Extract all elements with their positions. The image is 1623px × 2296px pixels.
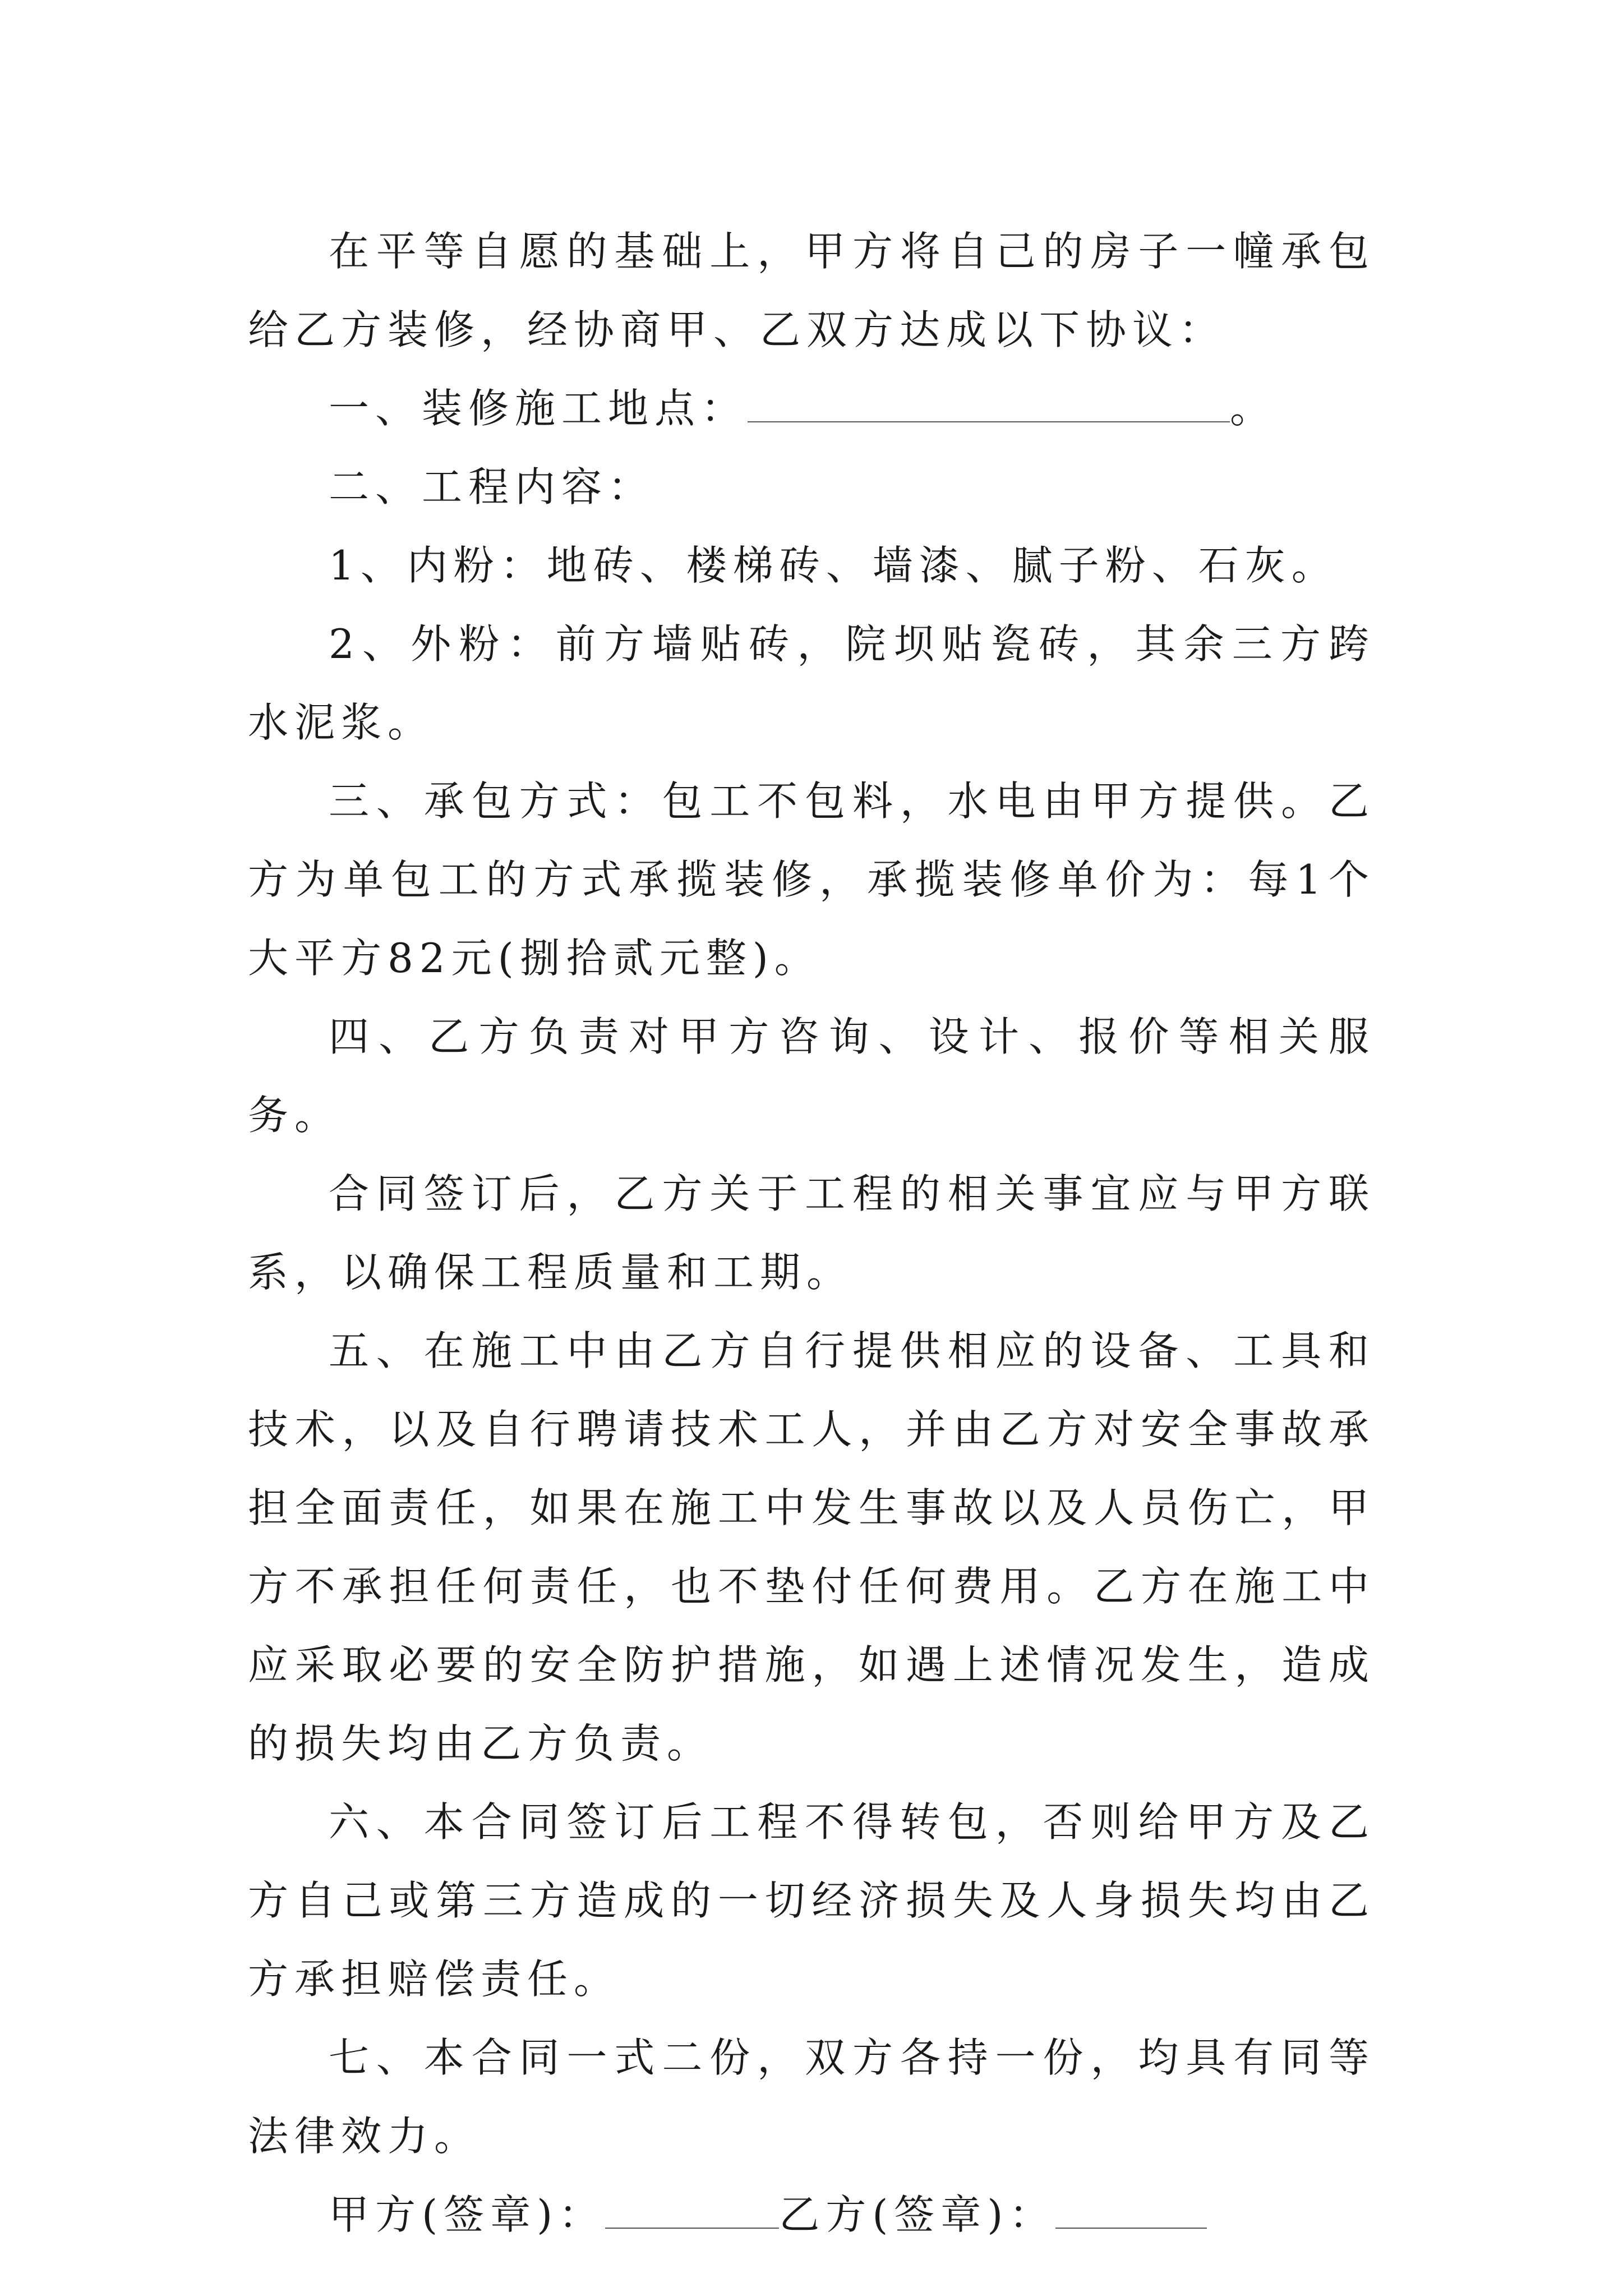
clause-services: 四、乙方负责对甲方咨询、设计、报价等相关服务。 — [248, 1013, 1375, 1139]
clause-contract-method: 三、承包方式：包工不包料，水电由甲方提供。乙方为单包工的方式承揽装修，承揽装修单价为：每1个大平方82元(捌拾贰元整)。 — [248, 777, 1375, 982]
party-b-signature-blank — [1055, 2188, 1207, 2229]
clause-address — [248, 369, 1375, 448]
address-blank-line — [748, 382, 1230, 422]
address-end: 。 — [1230, 385, 1277, 432]
intro-paragraph: 在平等自愿的基础上，甲方将自己的房子一幢承包给乙方装修，经协商甲、乙双方达成以下协议： — [248, 228, 1375, 353]
clause-no-subcontract: 六、本合同签订后工程不得转包，否则给甲方及乙方自己或第三方造成的一切经济损失及人身损失均由乙方承担赔偿责任。 — [248, 1798, 1375, 2003]
contract-body — [248, 212, 1375, 2254]
party-a-signature-blank — [605, 2188, 779, 2229]
address-label: 一、装修施工地点： — [329, 385, 748, 432]
clause-work-content: 二、工程内容： — [329, 463, 655, 510]
party-a-signature-label: 甲方(签章)： — [329, 2191, 606, 2238]
clause-safety: 五、在施工中由乙方自行提供相应的设备、工具和技术，以及自行聘请技术工人，并由乙方对安全事故承担全面责任，如果在施工中发生事故以及人员伤亡，甲方不承担任何责任，也不垫付任何费用。乙方在施工中应采取必要的安全防护措施，如遇上述情况发生，造成的损失均由乙方负责。 — [248, 1327, 1375, 1767]
clause-copies: 七、本合同一式二份，双方各持一份，均具有同等法律效力。 — [248, 2034, 1375, 2160]
party-b-signature-label: 乙方(签章)： — [779, 2191, 1056, 2238]
item-exterior: 2、外粉：前方墙贴砖，院坝贴瓷砖，其余三方跨水泥浆。 — [248, 620, 1375, 746]
item-interior: 1、内粉：地砖、楼梯砖、墙漆、腻子粉、石灰。 — [329, 542, 1338, 589]
signature-line — [248, 2175, 1375, 2254]
paragraph-contact: 合同签订后，乙方关于工程的相关事宜应与甲方联系，以确保工程质量和工期。 — [248, 1170, 1375, 1296]
